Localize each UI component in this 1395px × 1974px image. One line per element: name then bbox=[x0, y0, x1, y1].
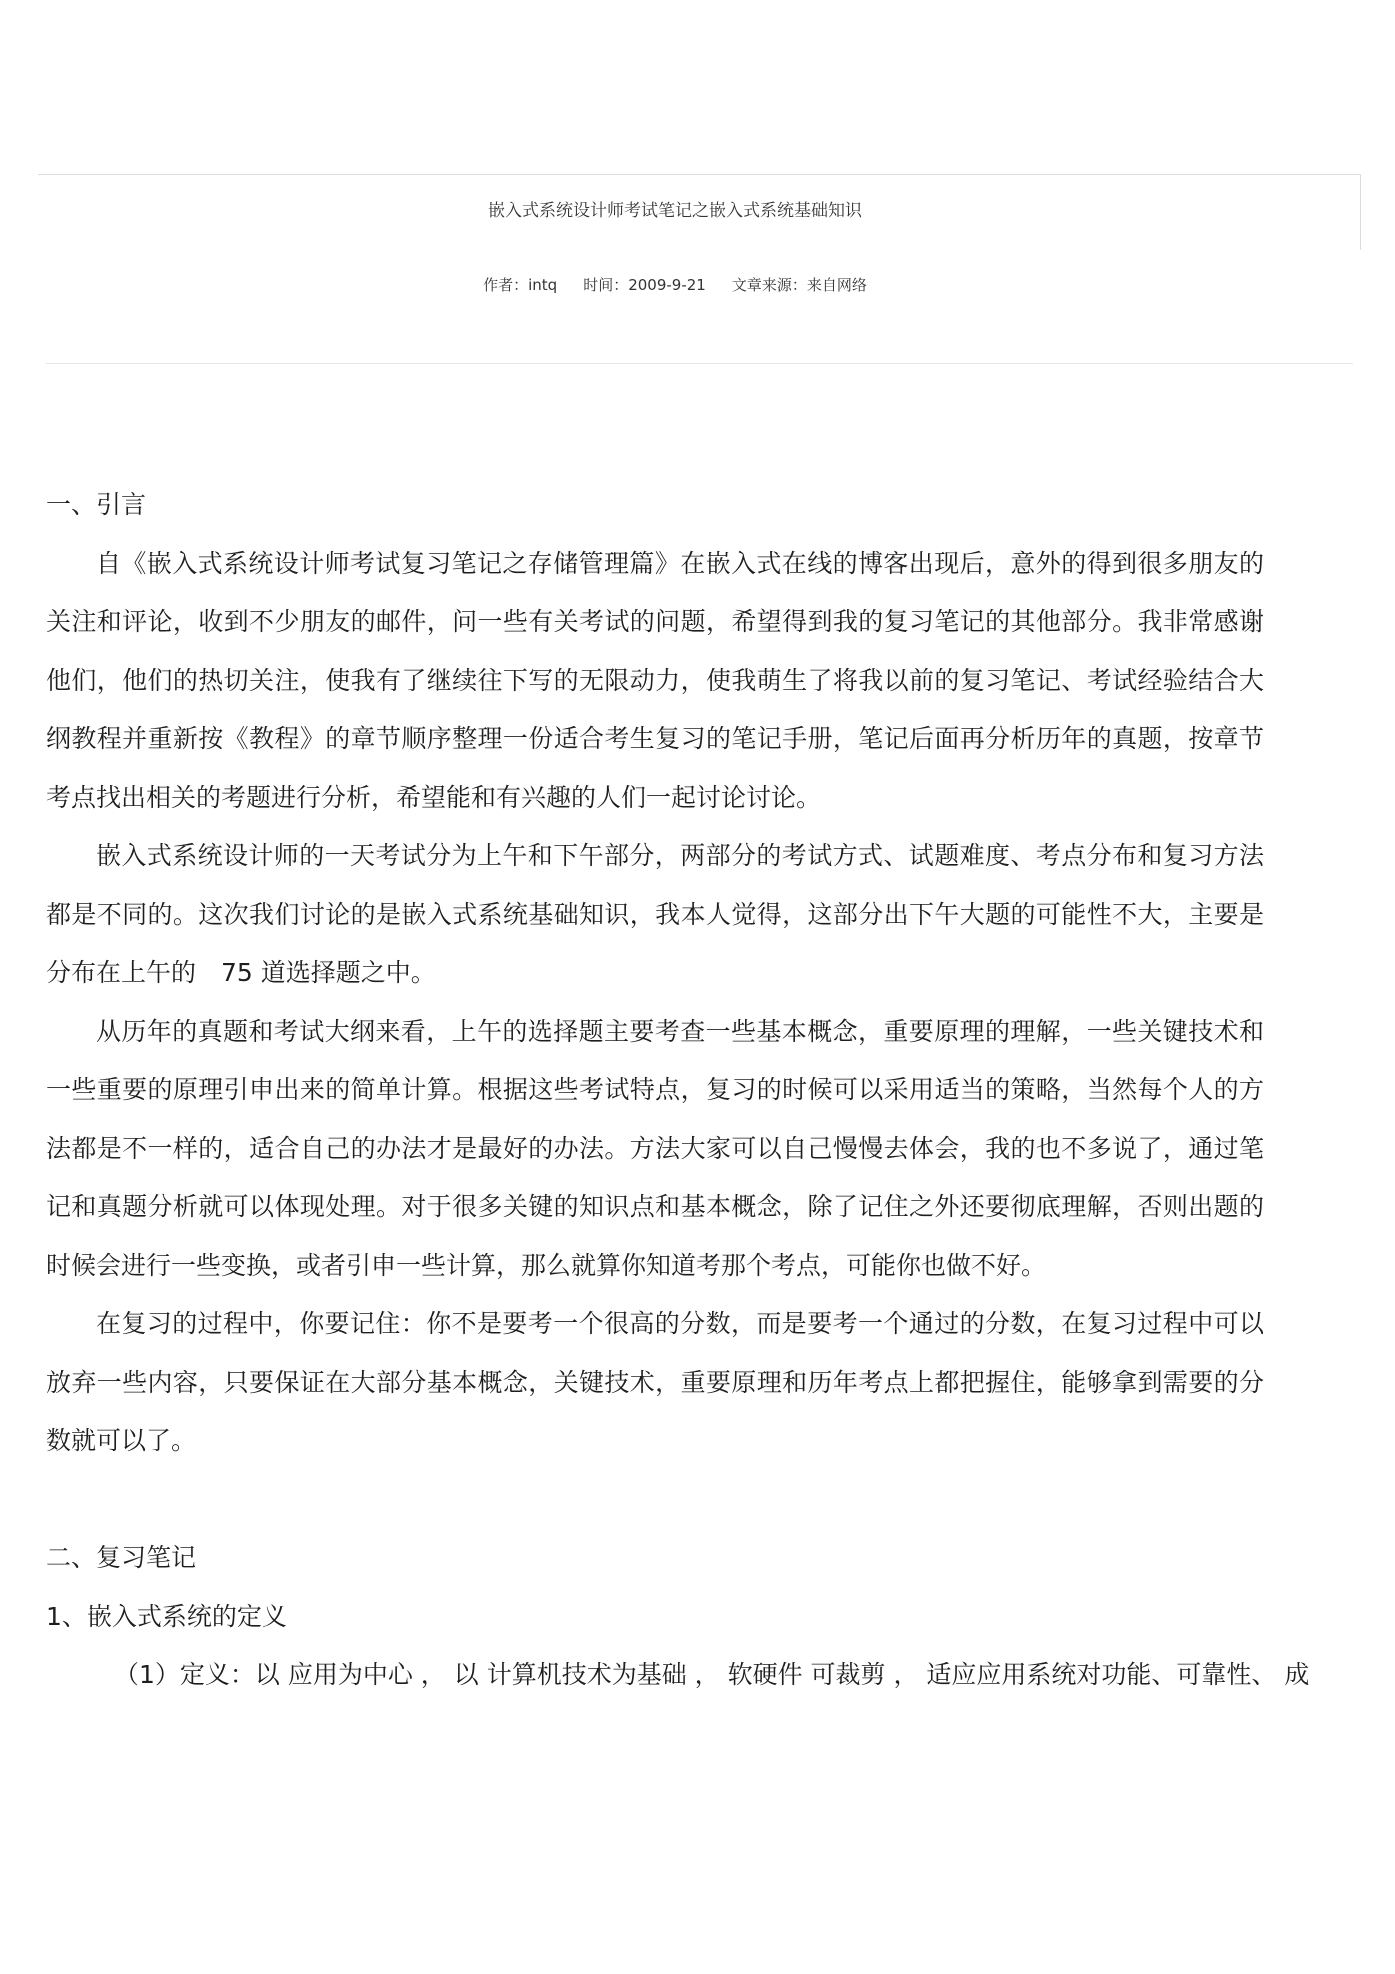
section-heading-intro: 一、引言 bbox=[46, 490, 147, 519]
frame-right-border bbox=[1360, 174, 1361, 250]
section-heading-notes: 二、复习笔记 bbox=[46, 1543, 197, 1572]
intro-paragraph-1: 自《嵌入式系统设计师考试复习笔记之存储管理篇》在嵌入式在线的博客出现后，意外的得到很多朋友的关注和评论，收到不少朋友的邮件，问一些有关考试的问题，希望得到我的复习笔记的其他部分。我非常感谢他们，他们的热切关注，使我有了继续往下写的无限动力，使我萌生了将我以前的复习笔记、考试经验结合大纲教程并重新按《教程》的章节顺序整理一份适合考生复习的笔记手册，笔记后面再分析历年的真题，按章节考点找出相关的考题进行分析，希望能和有兴趣的人们一起讨论讨论。 bbox=[46, 548, 1264, 812]
intro-paragraph-2: 嵌入式系统设计师的一天考试分为上午和下午部分，两部分的考试方式、试题难度、考点分布和复习方法都是不同的。这次我们讨论的是嵌入式系统基础知识，我本人觉得，这部分出下午大题的可能性不大，主要是分布在上午的 75 道选择题之中。 bbox=[46, 841, 1264, 987]
author-label: 作者： bbox=[483, 276, 529, 294]
intro-paragraph-3: 从历年的真题和考试大纲来看，上午的选择题主要考查一些基本概念，重要原理的理解，一些关键技术和一些重要的原理引申出来的简单计算。根据这些考试特点，复习的时候可以采用适当的策略，当然每个人的方法都是不一样的，适合自己的办法才是最好的办法。方法大家可以自己慢慢去体会，我的也不多说了，通过笔记和真题分析就可以体现处理。对于很多关键的知识点和基本概念，除了记住之外还要彻底理解，否则出题的时候会进行一些变换，或者引申一些计算，那么就算你知道考那个考点，可能你也做不好。 bbox=[46, 1016, 1264, 1280]
time-label: 时间： bbox=[583, 276, 629, 294]
article-body bbox=[46, 476, 1366, 1705]
article-title: 嵌入式系统设计师考试笔记之嵌入式系统基础知识 bbox=[488, 201, 862, 221]
title-divider bbox=[46, 363, 1353, 364]
time-value: 2009-9-21 bbox=[628, 276, 706, 294]
source-label: 文章来源： bbox=[731, 276, 807, 294]
intro-paragraph-4: 在复习的过程中，你要记住：你不是要考一个很高的分数，而是要考一个通过的分数，在复习过程中可以放弃一些内容，只要保证在大部分基本概念，关键技术，重要原理和历年考点上都把握住，能够拿到需要的分数就可以了。 bbox=[46, 1309, 1264, 1455]
author-value: intq bbox=[528, 276, 558, 294]
frame-top-border bbox=[38, 174, 1360, 175]
source-value: 来自网络 bbox=[806, 276, 867, 294]
article-meta bbox=[0, 274, 1350, 295]
subheading-definition: 1、嵌入式系统的定义 bbox=[46, 1601, 287, 1631]
definition-item-1: （1）定义：以 应用为中心 ， 以 计算机技术为基础 ， 软硬件 可裁剪 ， 适应应用系统对功能、可靠性、 成 bbox=[114, 1660, 1310, 1689]
